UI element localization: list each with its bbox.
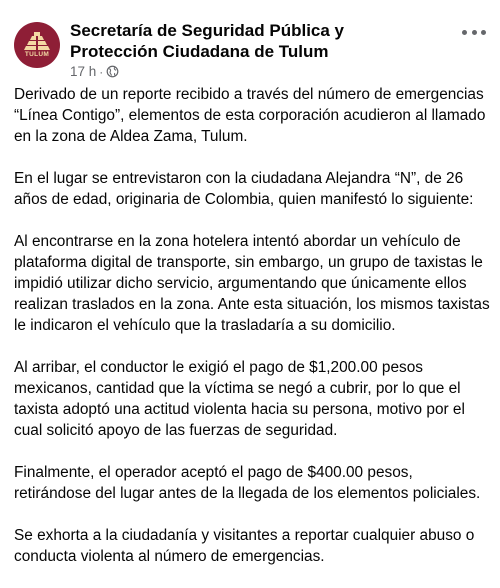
post-paragraph: Se exhorta a la ciudadanía y visitantes a reportar cualquier abuso o conducta violenta al número de emergencias. [14,527,475,565]
post-paragraph: Finalmente, el operador aceptó el pago de $400.00 pesos, retirándose del lugar antes de la llegada de los elementos policiales. [14,464,481,502]
post-paragraph: En el lugar se entrevistaron con la ciudadana Alejandra “N”, de 26 años de edad, originaria de Colombia, quien manifestó lo siguiente: [14,170,474,208]
more-dot [472,30,477,35]
post-paragraph: Al arribar, el conductor le exigió el pago de $1,200.00 pesos mexicanos, cantidad que la víctima se negó a cubrir, por lo que el taxista adoptó una actitud violenta hacia su persona, motivo por el cual solicitó apoyo de las fuerzas de seguridad. [14,359,465,439]
post-header [14,20,486,80]
globe-icon [106,65,119,78]
more-dot [481,30,486,35]
pyramid-logo-icon [24,31,50,51]
post-meta [70,64,119,79]
post-body [14,84,492,588]
post-time[interactable]: 17 h [70,64,97,79]
avatar-text: TULUM [24,51,50,59]
post-paragraph: Derivado de un reporte recibido a través del número de emergencias “Línea Contigo”, elementos de esta corporación acudieron al llamado en la zona de Aldea Zama, Tulum. [14,86,486,145]
post-paragraph: Al encontrarse en la zona hotelera intentó abordar un vehículo de plataforma digital de transporte, sin embargo, un grupo de taxistas le impidió utilizar dicho servicio, argumentando que únicamente ellos realizan traslados en la zona. Ante esta situación, los mismos taxistas le indicaron el vehículo que la trasladaría a su domicilio. [14,233,490,334]
meta-separator: · [99,64,104,79]
more-options-icon[interactable] [462,24,486,40]
avatar[interactable] [14,22,60,68]
more-dot [462,30,467,35]
page-name[interactable]: Secretaría de Seguridad Pública y Protección Ciudadana de Tulum [70,21,345,61]
